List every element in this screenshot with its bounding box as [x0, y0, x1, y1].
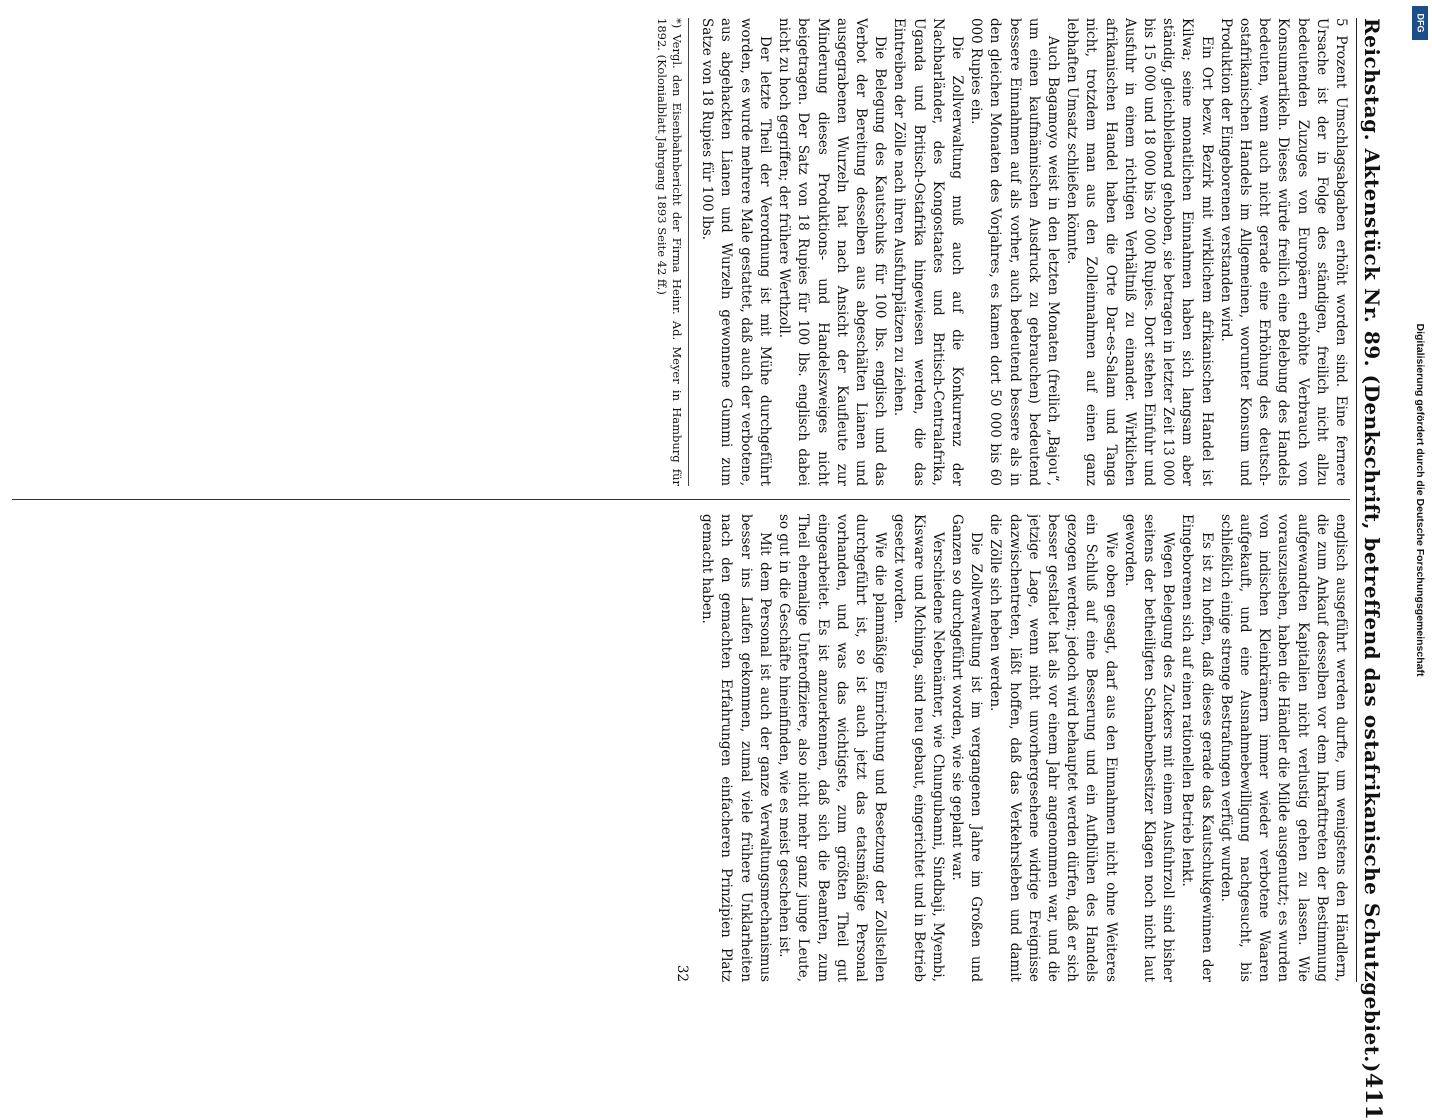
paragraph: 5 Prozent Umschlagsabgaben erhöht worden sind. Eine fernere Ursache ist der in Folge des ständigen, freilich nicht allzu bedeutenden Zuzuges von Europäern erhöhte Verbrauch von Konsumartikeln. Dieses würde freilich eine Belebung des Handels bedeuten, wenn auch nicht gerade eine Erhöhung des deutsch-ostafrikanischen Handels im Allgemeinen, worunter Konsum und Produktion der Eingeborenen verstanden wird.: [1217, 18, 1349, 486]
paragraph: Die Zollverwaltung ist im vergangenen Jahre im Großen und Ganzen so durchgeführt worden, wie sie geplant war.: [948, 514, 985, 982]
paragraph: Die Zollverwaltung muß auch auf die Konkurrenz der Nachbarländer, des Kongostaates und Britisch-Centralafrika, Uganda und Britisch-Ostafrika hingewiesen werden, die das Eintreiben der Zölle nach ihren Ausfuhrplätzen zu ziehen.: [891, 18, 965, 486]
paragraph: englisch ausgeführt werden durfte, um wenigstens den Händlern, die zum Ankauf desselben vor dem Inkrafttreten der Bestimmung aufgewandten Kapitalien nicht verlustig gehen zu lassen. Wie vorauszusehen, haben die Händler die Milde ausgenutzt; es wurden von indischen Kleinkrämern immer wieder verbotene Waaren aufgekauft, und eine Ausnahmebewilligung nachgesucht, bis schließlich einige strenge Bestrafungen verfügt wurden.: [1217, 514, 1349, 982]
paragraph: Wegen Belegung des Zuckers mit einem Ausfuhrzoll sind bisher seitens der betheiligten Schambenbesitzer Klagen noch nicht laut geworden.: [1121, 514, 1177, 982]
paragraph: Wie die planmäßige Einrichtung und Besetzung der Zollstellen durchgeführt ist, so ist auch jetzt das etatsmäßige Personal vorhanden, und was das wichtigste, zum größten Theil gut eingearbeitet. Es ist anzuerkennen, daß sich die Beamten, zum Theil ehemalige Unteroffiziere, also nicht mehr ganz junge Leute, so gut in die Geschäfte hineinfinden, wie es meist geschehen ist.: [776, 514, 889, 982]
paragraph: Es ist zu hoffen, daß dieses gerade das Kautschukgewinnen der Eingeborenen sich auf einen rationellen Betrieb lenkt.: [1179, 514, 1215, 982]
digitization-notice: Digitalisierung gefördert durch die Deutsche Forschungsgemeinschaft: [1414, 323, 1426, 677]
dfg-logo: DFG: [1412, 6, 1428, 40]
right-column: [12, 514, 1350, 982]
page-number: 411: [1360, 1072, 1386, 1120]
column-divider: [12, 499, 1350, 500]
paragraph: Verschiedene Nebenämter, wie Chungubanni, Sindbaji, Myembi, Kisware und Mchinga, sind neu gebaut, eingerichtet und in Betrieb gesetzt worden.: [891, 514, 946, 982]
running-header: [1356, 18, 1394, 1120]
left-column: [12, 18, 1350, 486]
digitization-strip: [1408, 0, 1432, 1000]
signature-mark: 32: [674, 964, 691, 982]
paragraph: Auch Bagamoyo weist in den letzten Monaten (freilich „Bajou“, um einen kaufmännischen Ausdruck zu gebrauchen) bedeutend bessere Einnahmen auf als vorher, auch bedeutend bessere als in den gleichen Monaten des Vorjahres, es kamen dort 50 000 bis 60 000 Rupies ein.: [968, 18, 1061, 486]
paragraph: Der letzte Theil der Verordnung ist mit Mühe durchgeführt worden, es wurde mehrere Male gestattet, daß auch der verbotene, aus abgehackten Lianen und Wurzeln gewonnene Gummi zum Satze von 18 Rupies für 100 lbs.: [699, 18, 773, 486]
footnote: *) Vergl. den Eisenbahnbericht der Firma Heinr. Ad. Meyer in Hamburg für 1892. (Kolonialblatt Jahrgang 1893 Seite 42 ff.): [654, 18, 689, 486]
paragraph: Wie oben gesagt, darf aus den Einnahmen nicht ohne Weiteres ein Schluß auf eine Besserung und ein Aufblühen des Handels gezogen werden; jedoch wird behauptet werden dürfen, daß er sich besser gestaltet hat als vor einem Jahr angenommen war, und die jetzige Lage, wenn nicht unvorhergesehene widrige Ereignisse dazwischentreten, läßt hoffen, daß das Verkehrsleben und damit die Zölle sich heben werden.: [987, 514, 1119, 982]
paragraph: Mit dem Personal ist auch der ganze Verwaltungsmechanismus besser ins Laufen gekommen, zumal viele frühere Unklarheiten nach den gemachten Erfahrungen einfacheren Prinzipien Platz gemacht haben.: [699, 514, 773, 982]
header-title: Reichstag. Aktenstück Nr. 89. (Denkschrift, betreffend das ostafrikanische Schutzgebiet.): [1360, 18, 1384, 1073]
paragraph: Die Belegung des Kautschuks für 100 lbs. englisch und das Verbot der Bereitung desselben aus abgeschälten Lianen und ausgegrabenen Wurzeln hat nach Ansicht der Kaufleute zur Minderung dieses Produktions- und Handelszweiges nicht beigetragen. Der Satz von 18 Rupies für 100 lbs. englisch dabei nicht zu hoch gegriffen; der frühere Werthzoll.: [776, 18, 889, 486]
paragraph: Ein Ort bezw. Bezirk mit wirklichem afrikanischen Handel ist Kilwa; seine monatlichen Einnahmen haben sich langsam aber ständig, gleichbleibend gehoben, sie betragen in letzter Zeit 13 000 bis 15 000 und 18 000 bis 20 000 Rupies. Dort stehen Einfuhr und Ausfuhr in einem richtigen Verhältniß zu einander. Wirklichen afrikanischen Handel haben die Orte Dar-es-Salam und Tanga nicht, trotzdem man aus den Zolleinnahmen auf einen ganz lebhaften Umsatz schließen könnte.: [1064, 18, 1215, 486]
